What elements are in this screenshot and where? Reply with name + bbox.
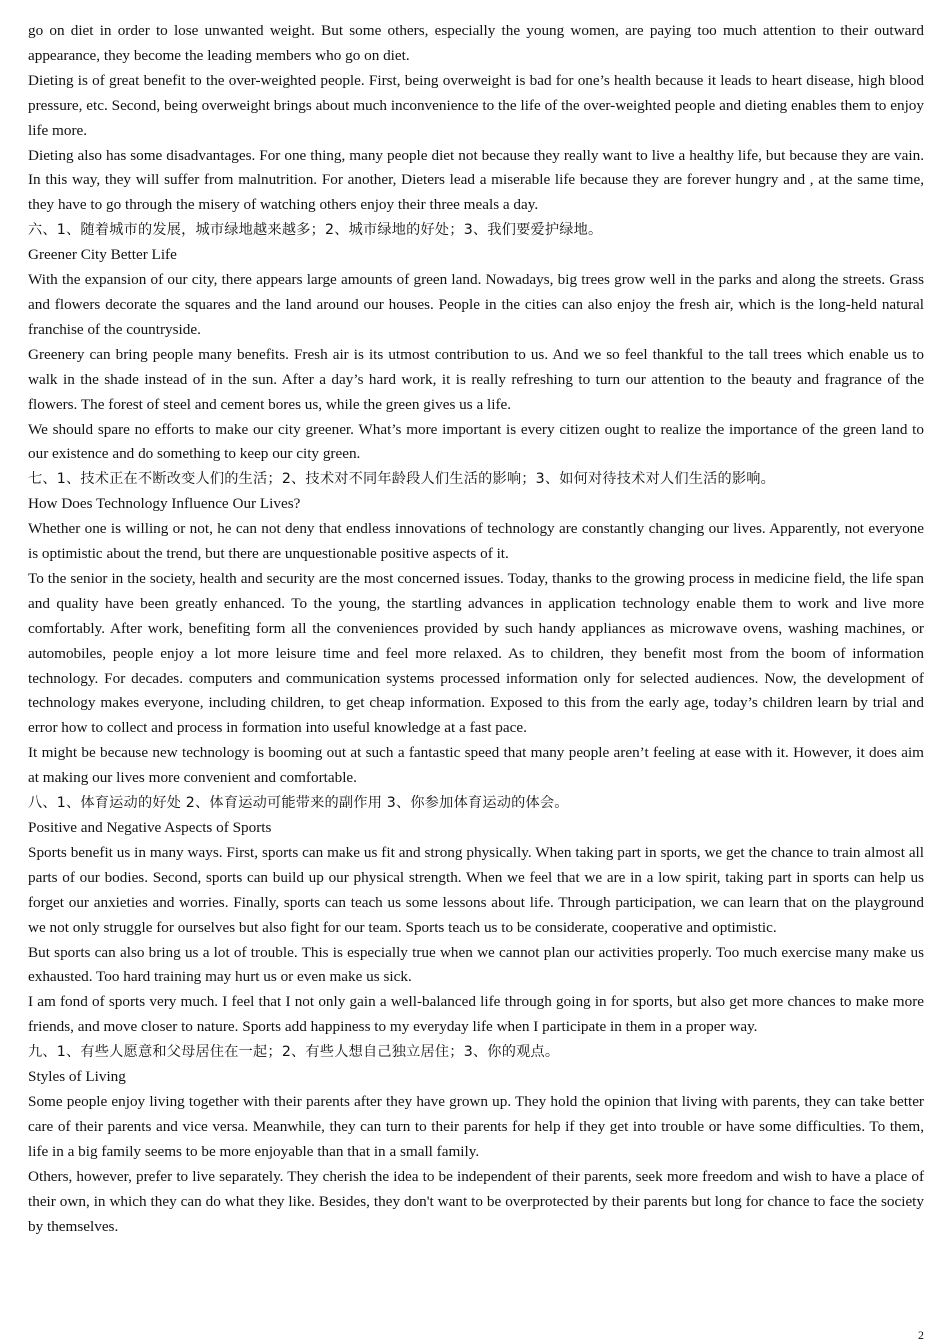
paragraph-dieting-intro-end: go on diet in order to lose unwanted weight. But some others, especially the young women, are paying too much attention to their outward appearance, they become the leading members who go on diet. <box>28 22 924 64</box>
prompt-eight: 八、1、体育运动的好处 2、体育运动可能带来的副作用 3、你参加体育运动的体会。 <box>28 795 569 812</box>
paragraph-living-separately: Others, however, prefer to live separately. They cherish the idea to be independent of their parents, seek more freedom and wish to have a place of their own, in which they can do what they like. Besides, they don't want to be overprotected by their parents but long for chance to face the society by themselves. <box>28 1167 924 1235</box>
paragraph-sports-personal: I am fond of sports very much. I feel that I not only gain a well-balanced life through going in for sports, but also get more chances to make more friends, and move closer to nature. Sports add happiness to my everyday life when I participate in them in a proper way. <box>28 993 924 1036</box>
paragraph-technology-conclusion: It might be because new technology is booming out at such a fantastic speed that many people aren’t feeling at ease with it. However, it does aim at making our lives more convenient and comfortable. <box>28 744 924 787</box>
paragraph-technology-intro: Whether one is willing or not, he can not deny that endless innovations of technology are constantly changing our lives. Apparently, not everyone is optimistic about the trend, but there are unquestionable positive aspects of it. <box>28 520 924 563</box>
paragraph-greenery-benefits: Greenery can bring people many benefits. Fresh air is its utmost contribution to us. And we so feel thankful to the tall trees which enable us to walk in the shade instead of in the sun. After a day’s hard work, it is really refreshing to turn our attention to the beauty and fragrance of the flowers. The forest of steel and cement bores us, while the green gives us a life. <box>28 345 924 413</box>
paragraph-technology-age-groups: To the senior in the society, health and security are the most concerned issues. Today, thanks to the growing process in medicine field, the life span and quality have been greatly enhanced. To the young, the startling advances in application technology enable them to work and live more comfortably. After work, benefiting form all the conveniences provided by such handy appliances as microwave ovens, washing machines, or automobiles, people enjoy a lot more leisure time and feel more relaxed. As to children, they benefit most from the boom of information technology. For decades. computers and communication systems processed information only for selected audiences. Now, the development of technology makes everyone, including children, to get cheap information. Exposed to this from the early age, today’s children learn by trial and error how to collect and process in formation into useful knowledge at a fast pace. <box>28 569 924 737</box>
page-number: 2 <box>918 1328 924 1342</box>
essay-title-sports: Positive and Negative Aspects of Sports <box>28 819 272 836</box>
paragraph-sports-benefits: Sports benefit us in many ways. First, sports can make us fit and strong physically. When taking part in sports, we get the chance to train almost all parts of our bodies. Second, sports can build up our physical strength. When we feel that we are in a low spirit, taking part in sports can help us forget our anxieties and worries. Finally, sports can teach us some lessons about life. Through participation, we can learn that on the playground we not only struggle for ourselves but also fight for our team. Sports teach us to be considerate, cooperative and optimistic. <box>28 843 924 936</box>
paragraph-green-land: With the expansion of our city, there appears large amounts of green land. Nowadays, big trees grow well in the parks and along the streets. Grass and flowers decorate the squares and the land around our houses. People in the cities can also enjoy the fresh air, which is the long-held natural franchise of the countryside. <box>28 271 924 338</box>
paragraph-keep-city-green: We should spare no efforts to make our city greener. What’s more important is every citizen ought to realize the importance of the green land to our existence and do something to keep our city green. <box>28 420 924 463</box>
essay-title-technology: How Does Technology Influence Our Lives? <box>28 495 301 513</box>
prompt-seven: 七、1、技术正在不断改变人们的生活；2、技术对不同年龄段人们生活的影响；3、如何对待技术对人们生活的影响。 <box>28 471 776 488</box>
document-body <box>28 19 924 1239</box>
paragraph-sports-trouble: But sports can also bring us a lot of trouble. This is especially true when we cannot plan our activities properly. Too much exercise many make us exhausted. Too hard training may hurt us or even make us sick. <box>28 943 924 986</box>
prompt-six: 六、1、随着城市的发展，城市绿地越来越多；2、城市绿地的好处；3、我们要爱护绿地。 <box>28 222 603 239</box>
paragraph-dieting-benefits: Dieting is of great benefit to the over-weighted people. First, being overweight is bad for one’s health because it leads to heart disease, high blood pressure, etc. Second, being overweight brings about much inconvenience to the life of the over-weighted people and dieting enables them to enjoy life more. <box>28 71 924 139</box>
paragraph-dieting-disadvantages: Dieting also has some disadvantages. For one thing, many people diet not because they really want to live a healthy life, but because they are vain. In this way, they will suffer from malnutrition. For another, Dieters lead a miserable life because they are forever hungry and , at the same time, they have to go through the misery of watching others enjoy their three meals a day. <box>28 146 924 214</box>
essay-title-greener-city: Greener City Better Life <box>28 246 177 264</box>
prompt-nine: 九、1、有些人愿意和父母居住在一起；2、有些人想自己独立居住；3、你的观点。 <box>28 1044 560 1061</box>
paragraph-living-with-parents: Some people enjoy living together with their parents after they have grown up. They hold the opinion that living with parents, they can take better care of their parents and vice versa. Meanwhile, they can turn to their parents for help if they get into trouble or have some difficulties. To them, life in a big family seems to be more enjoyable than that in a small family. <box>28 1092 924 1160</box>
essay-title-styles-of-living: Styles of Living <box>28 1068 126 1086</box>
